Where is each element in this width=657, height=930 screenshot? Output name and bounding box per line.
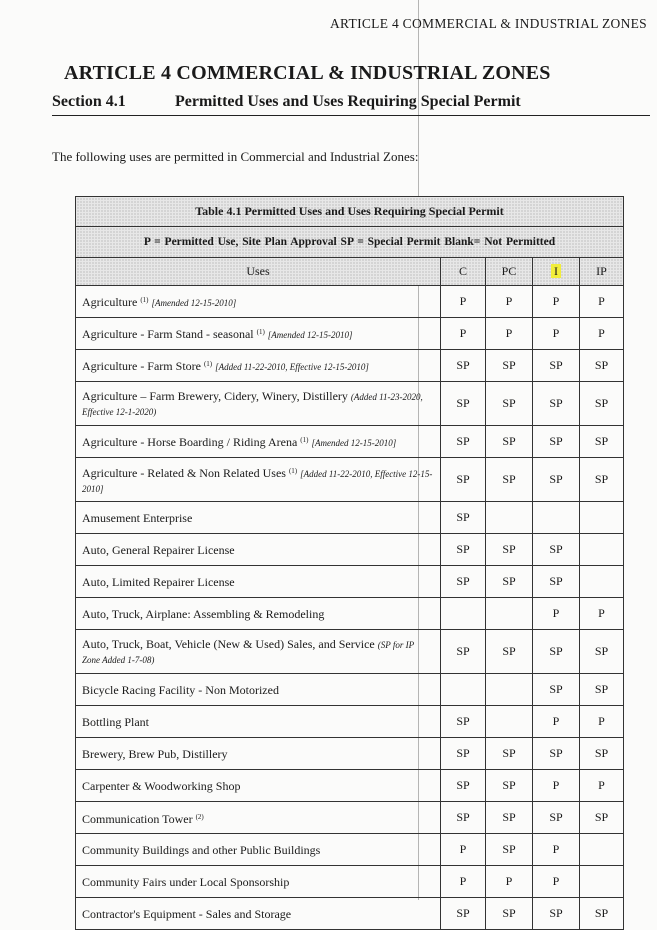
value-cell-pc: SP: [486, 802, 533, 834]
footnote-marker: (1): [140, 296, 149, 304]
use-name: Auto, General Repairer License: [82, 542, 235, 557]
table-row: [76, 770, 624, 802]
value-cell-i: SP: [533, 382, 580, 426]
value-cell-i: SP: [533, 458, 580, 502]
amendment-note: [Added 11-22-2010, Effective 12-15-2010]: [82, 468, 433, 494]
value-cell-ip: P: [580, 598, 624, 630]
value-cell-i: SP: [533, 898, 580, 930]
use-cell: [76, 382, 441, 426]
use-cell: [76, 534, 441, 566]
table-row: [76, 502, 624, 534]
value-cell-pc: [486, 706, 533, 738]
value-cell-i: [533, 502, 580, 534]
value-cell-c: SP: [441, 566, 486, 598]
intro-paragraph: The following uses are permitted in Commercial and Industrial Zones:: [52, 149, 419, 164]
amendment-note: (SP for IP Zone Added 1-7-08): [82, 639, 414, 665]
use-name: Auto, Truck, Airplane: Assembling & Remodeling: [82, 606, 325, 621]
value-cell-pc: [486, 674, 533, 706]
value-cell-i: SP: [533, 566, 580, 598]
use-cell: [76, 866, 441, 898]
value-cell-ip: SP: [580, 382, 624, 426]
use-cell: [76, 738, 441, 770]
use-name: Contractor's Equipment - Sales and Storage: [82, 906, 292, 921]
value-cell-ip: SP: [580, 630, 624, 674]
value-cell-pc: SP: [486, 534, 533, 566]
value-cell-i: SP: [533, 534, 580, 566]
value-cell-c: SP: [441, 502, 486, 534]
table-row: [76, 738, 624, 770]
table-row: [76, 630, 624, 674]
amendment-note: (Added 11-23-2020, Effective 12-1-2020): [82, 391, 423, 417]
use-cell: [76, 770, 441, 802]
value-cell-c: SP: [441, 898, 486, 930]
value-cell-pc: SP: [486, 350, 533, 382]
table-row: [76, 350, 624, 382]
use-name: Agriculture - Related & Non Related Uses: [82, 465, 286, 480]
use-cell: [76, 318, 441, 350]
value-cell-i: P: [533, 706, 580, 738]
amendment-note: [Added 11-22-2010, Effective 12-15-2010]: [215, 362, 369, 372]
use-cell: [76, 350, 441, 382]
table-legend: P = Permitted Use, Site Plan Approval SP = Special Permit Blank= Not Permitted: [76, 227, 624, 258]
use-name: Bicycle Racing Facility - Non Motorized: [82, 682, 279, 697]
use-cell: [76, 674, 441, 706]
value-cell-pc: SP: [486, 566, 533, 598]
value-cell-pc: [486, 598, 533, 630]
value-cell-pc: SP: [486, 770, 533, 802]
value-cell-ip: [580, 566, 624, 598]
table-title: Table 4.1 Permitted Uses and Uses Requiring Special Permit: [76, 197, 624, 227]
value-cell-i: P: [533, 770, 580, 802]
value-cell-ip: SP: [580, 426, 624, 458]
value-cell-pc: P: [486, 318, 533, 350]
value-cell-c: SP: [441, 426, 486, 458]
value-cell-i: SP: [533, 802, 580, 834]
section-number: Section 4.1: [52, 93, 126, 110]
amendment-note: [Amended 12-15-2010]: [151, 298, 237, 308]
article-title: ARTICLE 4 COMMERCIAL & INDUSTRIAL ZONES: [64, 62, 551, 84]
value-cell-ip: [580, 534, 624, 566]
value-cell-pc: SP: [486, 382, 533, 426]
table-row: [76, 382, 624, 426]
use-name: Amusement Enterprise: [82, 510, 193, 525]
value-cell-ip: P: [580, 286, 624, 318]
footnote-marker: (1): [288, 466, 298, 475]
value-cell-ip: SP: [580, 458, 624, 502]
value-cell-c: SP: [441, 706, 486, 738]
value-cell-ip: P: [580, 770, 624, 802]
use-name: Agriculture - Farm Stand - seasonal: [82, 327, 254, 341]
value-cell-ip: P: [580, 318, 624, 350]
use-name: Auto, Limited Repairer License: [82, 574, 235, 589]
use-name: Agriculture – Farm Brewery, Cidery, Winery, Distillery: [82, 388, 348, 403]
value-cell-pc: SP: [486, 738, 533, 770]
table-row: [76, 598, 624, 630]
value-cell-pc: SP: [486, 834, 533, 866]
use-name: Agriculture - Farm Store: [82, 359, 201, 373]
value-cell-ip: [580, 834, 624, 866]
table-row: [76, 866, 624, 898]
running-header: ARTICLE 4 COMMERCIAL & INDUSTRIAL ZONES: [329, 16, 647, 31]
value-cell-c: SP: [441, 770, 486, 802]
value-cell-c: P: [441, 318, 486, 350]
use-cell: [76, 502, 441, 534]
value-cell-c: [441, 598, 486, 630]
value-cell-i: SP: [533, 426, 580, 458]
footnote-marker: (1): [300, 436, 309, 444]
value-cell-c: SP: [441, 802, 486, 834]
use-cell: [76, 834, 441, 866]
table-row: [76, 802, 624, 834]
value-cell-i: P: [533, 834, 580, 866]
value-cell-i: SP: [533, 350, 580, 382]
value-cell-ip: [580, 866, 624, 898]
value-cell-c: P: [441, 286, 486, 318]
column-header-i-highlighted: I: [551, 264, 561, 278]
use-cell: [76, 598, 441, 630]
use-cell: [76, 802, 441, 834]
value-cell-c: P: [441, 834, 486, 866]
column-header-c: C: [441, 258, 486, 286]
use-name: Community Buildings and other Public Buildings: [82, 842, 321, 857]
table-row: [76, 458, 624, 502]
value-cell-i: P: [533, 318, 580, 350]
use-cell: [76, 566, 441, 598]
use-cell: [76, 706, 441, 738]
value-cell-pc: SP: [486, 426, 533, 458]
value-cell-pc: [486, 502, 533, 534]
use-name: Community Fairs under Local Sponsorship: [82, 874, 290, 889]
column-header-ip: IP: [580, 258, 624, 286]
value-cell-c: SP: [441, 534, 486, 566]
use-name: Carpenter & Woodworking Shop: [82, 778, 241, 793]
table-row: [76, 898, 624, 930]
section-heading: [52, 93, 650, 116]
value-cell-pc: SP: [486, 630, 533, 674]
value-cell-ip: SP: [580, 802, 624, 834]
value-cell-i: P: [533, 286, 580, 318]
value-cell-i: P: [533, 598, 580, 630]
value-cell-pc: P: [486, 286, 533, 318]
use-name: Communication Tower: [82, 811, 193, 826]
value-cell-ip: P: [580, 706, 624, 738]
table-row: [76, 706, 624, 738]
value-cell-ip: [580, 502, 624, 534]
value-cell-i: SP: [533, 738, 580, 770]
column-header-i: [533, 258, 580, 286]
use-name: Bottling Plant: [82, 714, 150, 729]
value-cell-ip: SP: [580, 738, 624, 770]
table-row: [76, 566, 624, 598]
value-cell-pc: SP: [486, 898, 533, 930]
use-name: Agriculture - Horse Boarding / Riding Arena: [82, 435, 298, 449]
value-cell-c: SP: [441, 630, 486, 674]
value-cell-i: SP: [533, 630, 580, 674]
value-cell-c: SP: [441, 350, 486, 382]
value-cell-ip: SP: [580, 350, 624, 382]
use-name: Auto, Truck, Boat, Vehicle (New & Used) Sales, and Service: [82, 636, 375, 651]
value-cell-pc: P: [486, 866, 533, 898]
footnote-marker: (2): [195, 812, 204, 821]
table-row: [76, 834, 624, 866]
use-name: Agriculture: [82, 295, 138, 309]
value-cell-ip: SP: [580, 674, 624, 706]
value-cell-pc: SP: [486, 458, 533, 502]
use-cell: [76, 458, 441, 502]
amendment-note: [Amended 12-15-2010]: [311, 438, 397, 448]
table-row: [76, 286, 624, 318]
section-title: Permitted Uses and Uses Requiring Special Permit: [175, 93, 521, 110]
use-cell: [76, 898, 441, 930]
column-header-pc: PC: [486, 258, 533, 286]
permitted-uses-table: [75, 196, 624, 930]
value-cell-i: SP: [533, 674, 580, 706]
table-row: [76, 318, 624, 350]
table-row: [76, 426, 624, 458]
footnote-marker: (1): [203, 360, 213, 368]
value-cell-c: P: [441, 866, 486, 898]
use-cell: [76, 426, 441, 458]
value-cell-ip: SP: [580, 898, 624, 930]
column-header-uses: Uses: [76, 258, 441, 286]
value-cell-c: SP: [441, 738, 486, 770]
value-cell-c: SP: [441, 458, 486, 502]
table-row: [76, 674, 624, 706]
use-cell: [76, 630, 441, 674]
table-row: [76, 534, 624, 566]
value-cell-c: SP: [441, 382, 486, 426]
amendment-note: [Amended 12-15-2010]: [267, 330, 353, 340]
value-cell-i: P: [533, 866, 580, 898]
value-cell-c: [441, 674, 486, 706]
footnote-marker: (1): [256, 328, 265, 336]
use-name: Brewery, Brew Pub, Distillery: [82, 746, 228, 761]
use-cell: [76, 286, 441, 318]
